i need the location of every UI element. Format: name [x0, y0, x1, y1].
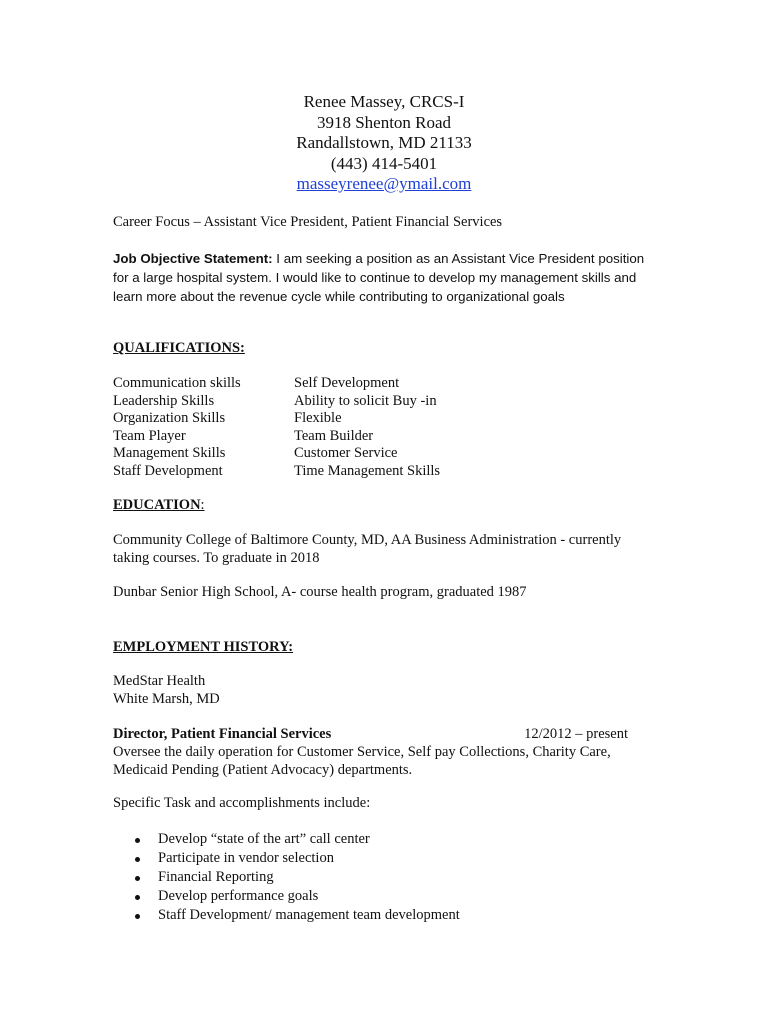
education-heading-colon: : [200, 497, 205, 513]
job-dates: 12/2012 – present [524, 726, 628, 742]
qualifications-list [113, 375, 653, 480]
job-description [113, 744, 653, 779]
employer-name: MedStar Health [113, 673, 206, 689]
job-description-line-2: Medicaid Pending (Patient Advocacy) departments. [113, 761, 413, 778]
qualification-item: Organization Skills [113, 410, 226, 426]
contact-header [0, 92, 768, 195]
phone-number: (443) 414-5401 [330, 153, 438, 173]
task-item: Financial Reporting [113, 868, 653, 887]
qualification-item: Time Management Skills [294, 462, 441, 479]
address-line-1: 3918 Shenton Road [316, 112, 452, 132]
qualification-row [113, 428, 653, 446]
qualification-row [113, 463, 653, 481]
email-link[interactable]: masseyrenee@ymail.com [296, 174, 472, 193]
qualification-item: Ability to solicit Buy -in [294, 392, 437, 409]
task-item: Develop performance goals [113, 887, 653, 906]
task-item: Develop “state of the art” call center [113, 830, 653, 849]
objective-line-1: I am seeking a position as an Assistant Vice President position [272, 251, 645, 266]
qualification-item: Self Development [294, 375, 400, 391]
employer-info [113, 673, 653, 708]
qualification-item: Management Skills [113, 445, 226, 461]
objective-line-2: for a large hospital system. I would like to continue to develop my management skills and [113, 270, 637, 285]
job-title: Director, Patient Financial Services [113, 726, 332, 742]
tasks-intro: Specific Task and accomplishments include: [113, 795, 371, 811]
objective-label: Job Objective Statement: [113, 251, 273, 266]
education-entry-1 [113, 532, 653, 567]
education-heading-text: EDUCATION [113, 497, 201, 513]
career-focus: Career Focus – Assistant Vice President, Patient Financial Services [113, 214, 503, 230]
education-entry-1-line-1: Community College of Baltimore County, MD, AA Business Administration - currently [113, 532, 622, 548]
qualification-item: Customer Service [294, 445, 398, 461]
qualifications-heading: QUALIFICATIONS: [113, 340, 245, 356]
qualification-item: Communication skills [113, 375, 241, 391]
qualification-item: Team Builder [294, 427, 374, 444]
education-heading [113, 497, 653, 515]
objective-line-3: learn more about the revenue cycle while contributing to organizational goals [113, 289, 565, 304]
qualification-row [113, 410, 653, 428]
education-entry-2: Dunbar Senior High School, A- course health program, graduated 1987 [113, 584, 527, 600]
applicant-name: Renee Massey, CRCS-I [303, 92, 465, 111]
education-entry-1-line-2: taking courses. To graduate in 2018 [113, 549, 320, 566]
address-line-2: Randallstown, MD 21133 [296, 133, 472, 152]
qualification-item: Flexible [294, 410, 342, 426]
job-objective [113, 249, 653, 306]
tasks-list [113, 830, 653, 925]
employment-heading: EMPLOYMENT HISTORY: [113, 639, 294, 655]
job-description-line-1: Oversee the daily operation for Customer Service, Self pay Collections, Charity Care, [113, 744, 611, 760]
qualification-item: Leadership Skills [113, 392, 215, 409]
qualification-item: Team Player [113, 427, 186, 444]
qualification-item: Staff Development [113, 462, 223, 479]
task-item: Staff Development/ management team development [113, 906, 653, 925]
task-item: Participate in vendor selection [113, 849, 653, 868]
employer-location: White Marsh, MD [113, 690, 220, 707]
qualification-row [113, 445, 653, 463]
qualification-row [113, 375, 653, 393]
qualification-row [113, 393, 653, 411]
job-title-row [113, 726, 628, 744]
